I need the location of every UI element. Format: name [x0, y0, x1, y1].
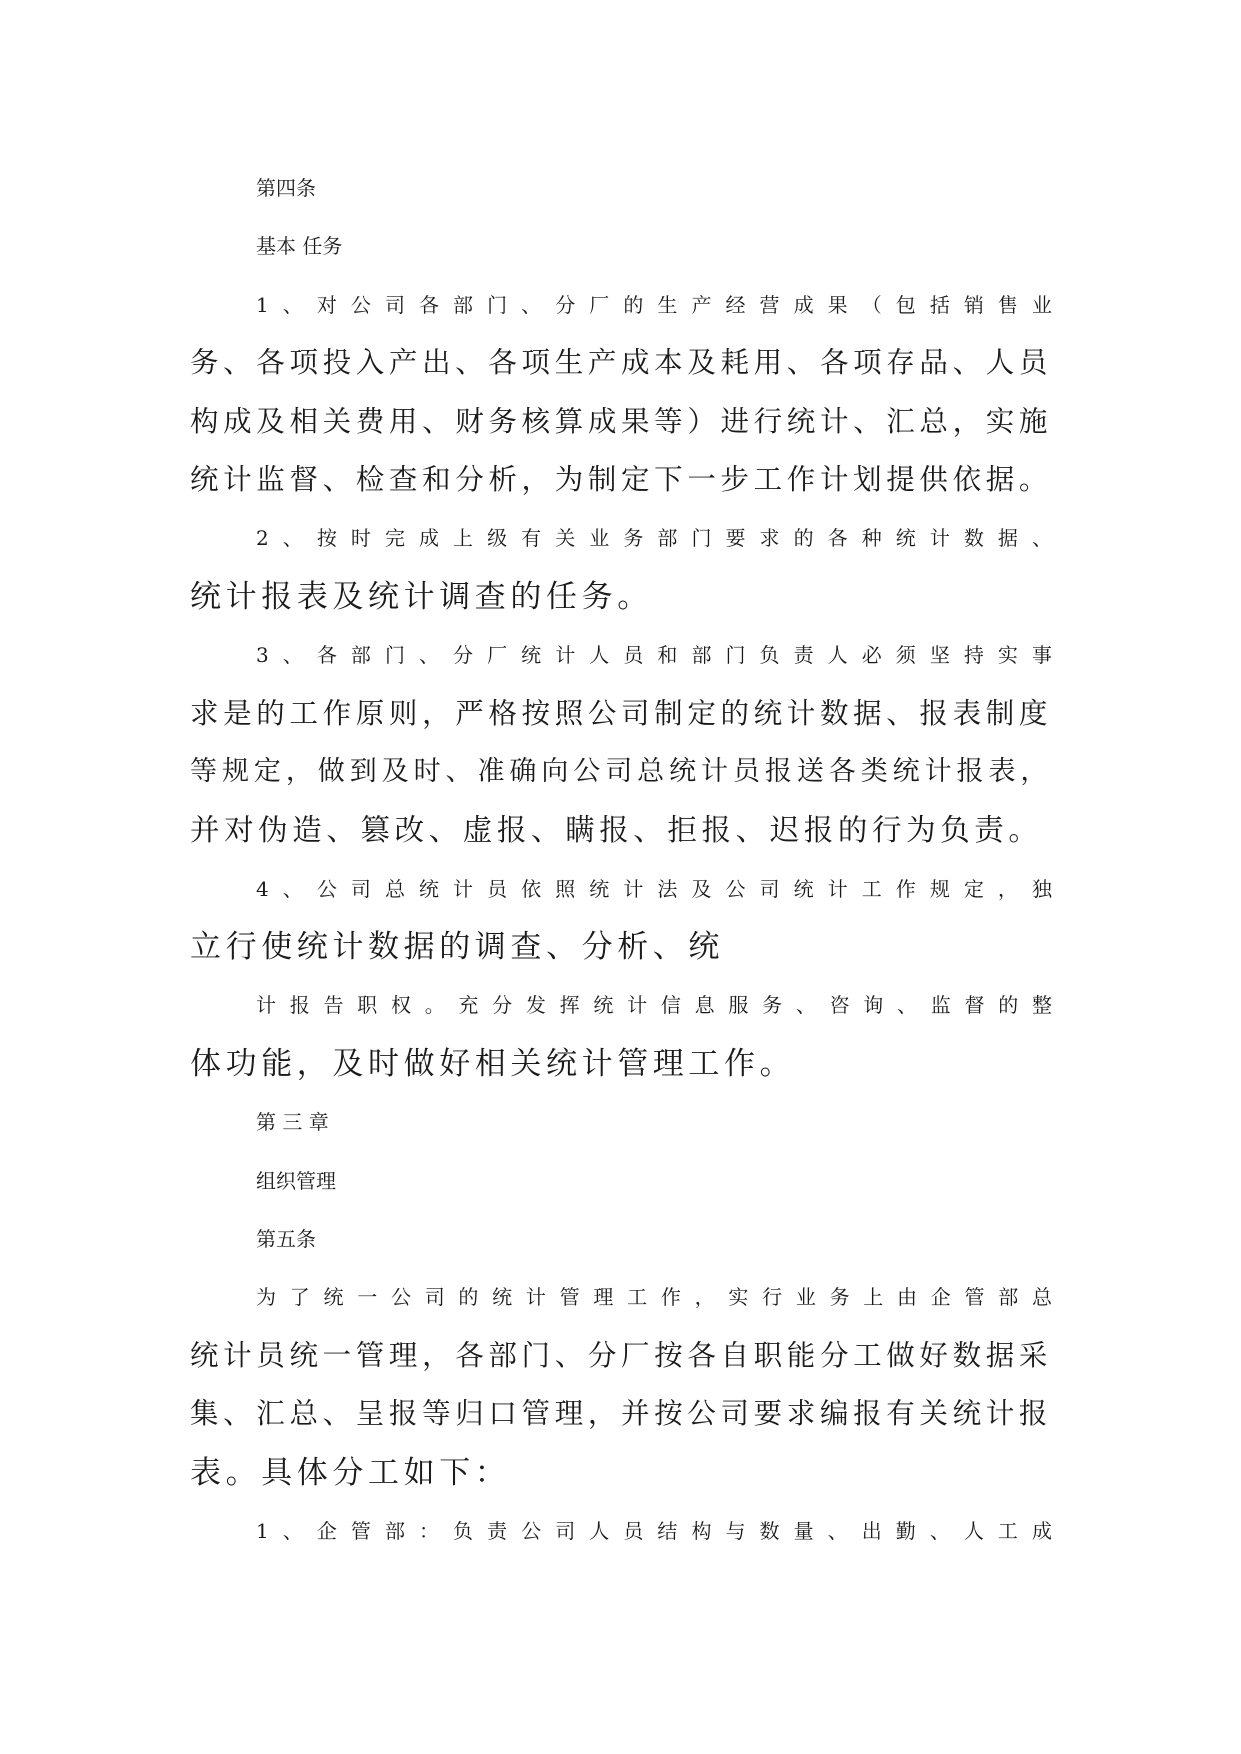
text-line: 等规定，做到及时、准确向公司总统计员报送各类统计报表，: [190, 755, 1052, 787]
article-heading: 第四条: [256, 176, 316, 200]
text-line: 计报告职权。充分发挥统计信息服务、咨询、监督的整: [256, 993, 1052, 1018]
text-line: 1、企管部：负责公司人员结构与数量、出勤、人工成: [256, 1518, 1052, 1543]
text-line: 构成及相关费用、财务核算成果等）进行统计、汇总，实施: [190, 404, 1052, 438]
text-line: 3、各部门、分厂统计人员和部门负责人必须坚持实事: [256, 643, 1052, 668]
text-line: 并对伪造、篡改、虚报、瞒报、拒报、迟报的行为负责。: [190, 813, 1043, 848]
chapter-title: 组织管理: [256, 1168, 336, 1193]
document-body: [190, 159, 1070, 1560]
chapter-heading: 第 三 章: [256, 1110, 329, 1135]
text-line: 1、对公司各部门、分厂的生产经营成果（包括销售业: [256, 292, 1052, 317]
text-line: 2、按时完成上级有关业务部门要求的各种统计数据、: [256, 526, 1052, 551]
text-line: 立行使统计数据的调查、分析、统: [190, 929, 724, 966]
text-line: 统计员统一管理，各部门、分厂按各自职能分工做好数据采: [190, 1338, 1052, 1372]
text-line: 为了统一公司的统计管理工作，实行业务上由企管部总: [256, 1285, 1052, 1310]
text-line: 务、各项投入产出、各项生产成本及耗用、各项存品、人员: [190, 346, 1052, 380]
text-line: 求是的工作原则，严格按照公司制定的统计数据、报表制度: [190, 696, 1052, 730]
text-line: 体功能，及时做好相关统计管理工作。: [190, 1045, 796, 1082]
text-line: 集、汇总、呈报等归口管理，并按公司要求编报有关统计报: [190, 1397, 1052, 1431]
article-heading: 第五条: [256, 1227, 316, 1252]
text-line: 统计监督、检查和分析，为制定下一步工作计划提供依据。: [190, 462, 1052, 496]
text-line: 表。具体分工如下：: [190, 1454, 511, 1491]
text-line: 4、公司总统计员依照统计法及公司统计工作规定，独: [256, 876, 1052, 901]
text-line: 统计报表及统计调查的任务。: [190, 578, 653, 615]
section-heading: 基本 任务: [256, 234, 343, 259]
